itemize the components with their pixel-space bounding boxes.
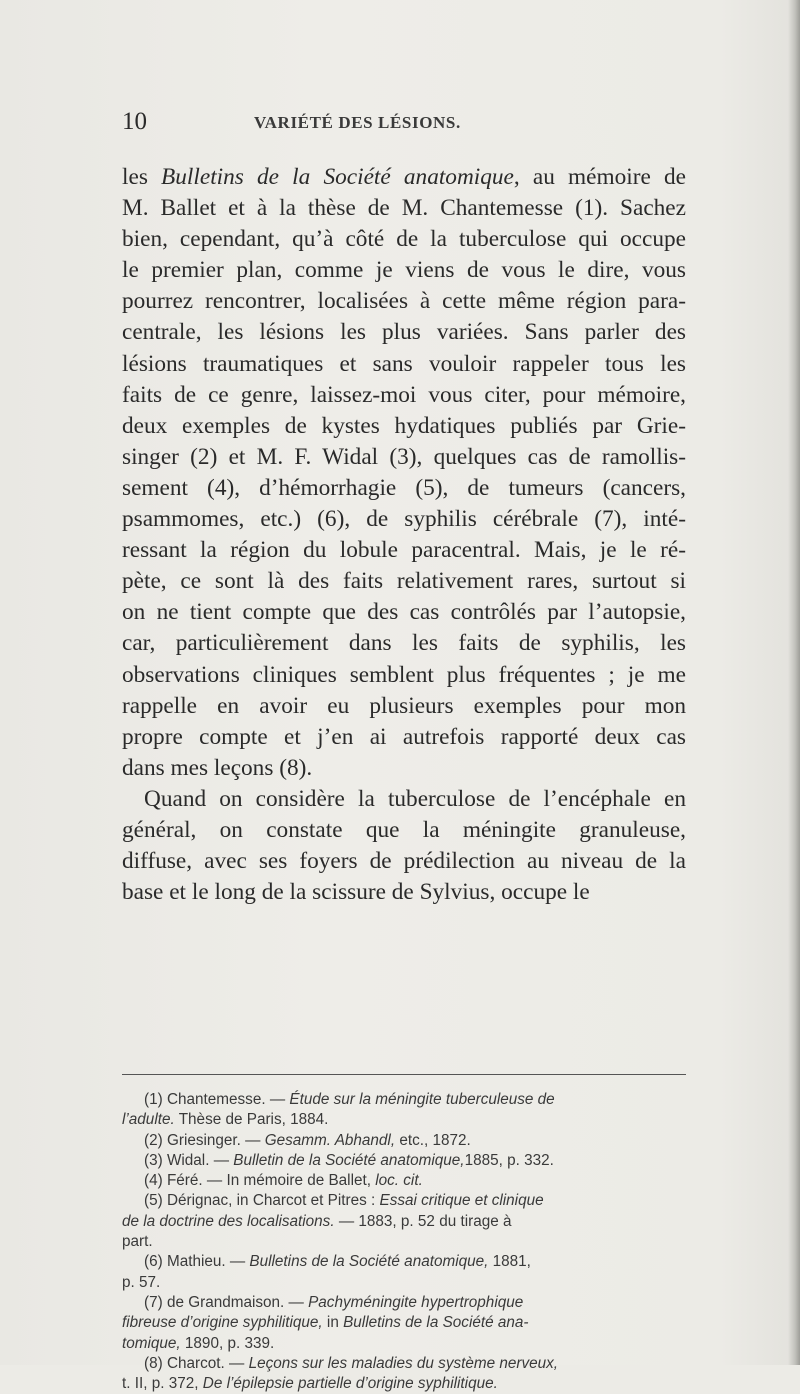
footnote — [122, 1131, 686, 1151]
text-line — [122, 349, 686, 380]
italic-text-run: Essai critique et clinique — [379, 1192, 544, 1210]
footnote-rule — [122, 1074, 686, 1075]
text-line — [122, 442, 686, 473]
text-line — [122, 286, 686, 317]
body-text — [122, 162, 686, 908]
text-line — [122, 255, 686, 286]
text-line — [122, 784, 686, 815]
text-run: (5) Dérignac, in Charcot et Pitres : — [144, 1192, 380, 1210]
text-run: ressant la région du lobule paracentral. Mais, je le ré- — [122, 537, 686, 564]
footnote-line — [122, 1374, 686, 1394]
footnote-line — [122, 1110, 686, 1130]
text-run: (6) Mathieu. — — [144, 1253, 250, 1271]
text-run: (8) Charcot. — — [144, 1354, 249, 1372]
text-line — [122, 162, 686, 193]
text-run: part. — [122, 1233, 153, 1251]
italic-text-run: De l’épilepsie partielle d’origine syphilitique. — [202, 1375, 498, 1393]
page-number: 10 — [122, 108, 147, 135]
footnote-line — [122, 1191, 686, 1211]
footnote — [122, 1151, 686, 1171]
text-run: (3) Widal. — — [144, 1151, 234, 1169]
text-run: psammomes, etc.) (6), de syphilis cérébrale (7), inté- — [122, 506, 686, 533]
text-line — [122, 317, 686, 348]
text-run: Quand on considère la tuberculose de l’encéphale en — [144, 785, 686, 812]
text-run: p. 57. — [122, 1273, 161, 1291]
italic-text-run: tomique, — [122, 1334, 181, 1352]
footnote-line — [122, 1090, 686, 1110]
running-title: VARIÉTÉ DES LÉSIONS. — [254, 113, 461, 132]
footnote — [122, 1252, 686, 1293]
footnote — [122, 1090, 686, 1131]
text-line — [122, 566, 686, 597]
italic-text-run: Pachyméningite hypertrophique — [308, 1293, 524, 1311]
text-run: général, on constate que la méningite granuleuse, — [122, 816, 686, 843]
text-run: faits de ce genre, laissez-moi vous citer, pour mémoire, — [122, 381, 686, 408]
text-run: (1) Chantemesse. — — [144, 1091, 290, 1108]
text-run: le premier plan, comme je viens de vous le dire, vous — [122, 257, 686, 284]
text-run: centrale, les lésions les plus variées. Sans parler des — [122, 319, 686, 346]
footnote-line — [122, 1334, 686, 1354]
footnote-line — [122, 1232, 686, 1252]
footnote-line — [122, 1212, 686, 1232]
text-line — [122, 691, 686, 722]
text-run: rappelle en avoir eu plusieurs exemples pour mon — [122, 692, 686, 719]
text-line — [122, 846, 686, 877]
italic-text-run: Étude sur la méningite tuberculeuse de — [289, 1091, 555, 1108]
text-run: 1890, p. 339. — [180, 1334, 275, 1352]
footnote-line — [122, 1293, 686, 1313]
text-line — [122, 193, 686, 224]
text-line — [122, 753, 686, 784]
footnote-line — [122, 1313, 686, 1333]
italic-text-run: Bulletin de la Société anatomique, — [233, 1151, 465, 1169]
text-line — [122, 877, 686, 908]
paragraph-2 — [122, 784, 686, 908]
text-run: base et le long de la scissure de Sylvius, occupe le — [122, 879, 590, 906]
italic-text-run: Leçons sur les maladies du système nerveux, — [248, 1354, 559, 1372]
italic-text-run: Bulletins de la Société anatomique — [161, 164, 514, 190]
text-line — [122, 722, 686, 753]
italic-text-run: loc. cit. — [375, 1172, 423, 1190]
text-run: pourrez rencontrer, localisées à cette même région para- — [122, 288, 686, 315]
text-run: observations cliniques semblent plus fréquentes ; je me — [122, 661, 686, 688]
text-run: (7) de Grandmaison. — — [144, 1293, 309, 1311]
text-run: propre compte et j’en ai autrefois rapporté deux cas — [122, 723, 686, 750]
text-run: singer (2) et M. F. Widal (3), quelques cas de ramollis- — [122, 443, 686, 470]
page-header — [122, 108, 702, 138]
text-run: car, particulièrement dans les faits de syphilis, les — [122, 630, 686, 657]
text-run: (4) Féré. — In mémoire de Ballet, — [144, 1172, 376, 1190]
text-line — [122, 815, 686, 846]
text-run: Thèse de Paris, 1884. — [174, 1111, 329, 1129]
italic-text-run: Gesamm. Abhandl, — [264, 1131, 396, 1149]
text-line — [122, 504, 686, 535]
text-run: etc., 1872. — [395, 1131, 471, 1149]
text-run: lésions traumatiques et sans vouloir rappeler tous les — [122, 350, 686, 377]
text-run: sement (4), d’hémorrhagie (5), de tumeurs (cancers, — [122, 474, 686, 501]
text-run: (2) Griesinger. — — [144, 1131, 265, 1149]
italic-text-run: fibreuse d’origine syphilitique, — [122, 1314, 323, 1332]
text-line — [122, 473, 686, 504]
text-line — [122, 597, 686, 628]
footnote-line — [122, 1151, 686, 1171]
text-run: t. II, p. 372, — [122, 1375, 203, 1393]
text-run: deux exemples de kystes hydatiques publiés par Grie- — [122, 412, 686, 439]
text-run: , au mémoire de — [513, 164, 686, 190]
text-run: on ne tient compte que des cas contrôlés par l’autopsie, — [122, 599, 686, 626]
footnote-line — [122, 1171, 686, 1191]
text-run: les — [122, 164, 162, 190]
footnote-line — [122, 1354, 686, 1374]
text-run: in — [322, 1314, 344, 1332]
text-run: — 1883, p. 52 du tirage à — [334, 1212, 512, 1230]
footnotes — [122, 1090, 686, 1394]
italic-text-run: de la doctrine des localisations. — [122, 1212, 335, 1230]
text-run: dans mes leçons (8). — [122, 754, 313, 781]
italic-text-run: Bulletins de la Société anatomique, — [249, 1253, 489, 1271]
footnote — [122, 1191, 686, 1252]
footnote — [122, 1171, 686, 1191]
text-line — [122, 411, 686, 442]
text-run: 1885, p. 332. — [464, 1151, 554, 1169]
page-edge-shadow — [788, 0, 800, 1365]
footnote-line — [122, 1131, 686, 1151]
text-line — [122, 660, 686, 691]
italic-text-run: Bulletins de la Société ana- — [343, 1314, 529, 1332]
footnote — [122, 1293, 686, 1354]
paragraph-1 — [122, 162, 686, 784]
text-run: pète, ce sont là des faits relativement rares, surtout si — [122, 568, 686, 595]
text-run: diffuse, avec ses foyers de prédilection au niveau de la — [122, 848, 686, 875]
text-line — [122, 380, 686, 411]
italic-text-run: l’adulte. — [122, 1111, 175, 1129]
footnote — [122, 1354, 686, 1394]
text-line — [122, 224, 686, 255]
text-line — [122, 628, 686, 659]
text-run: bien, cependant, qu’à côté de la tuberculose qui occupe — [122, 226, 686, 253]
footnote-line — [122, 1273, 686, 1293]
text-line — [122, 535, 686, 566]
footnote-line — [122, 1252, 686, 1272]
text-run: M. Ballet et à la thèse de M. Chantemesse (1). Sachez — [122, 195, 686, 222]
text-run: 1881, — [488, 1253, 531, 1271]
